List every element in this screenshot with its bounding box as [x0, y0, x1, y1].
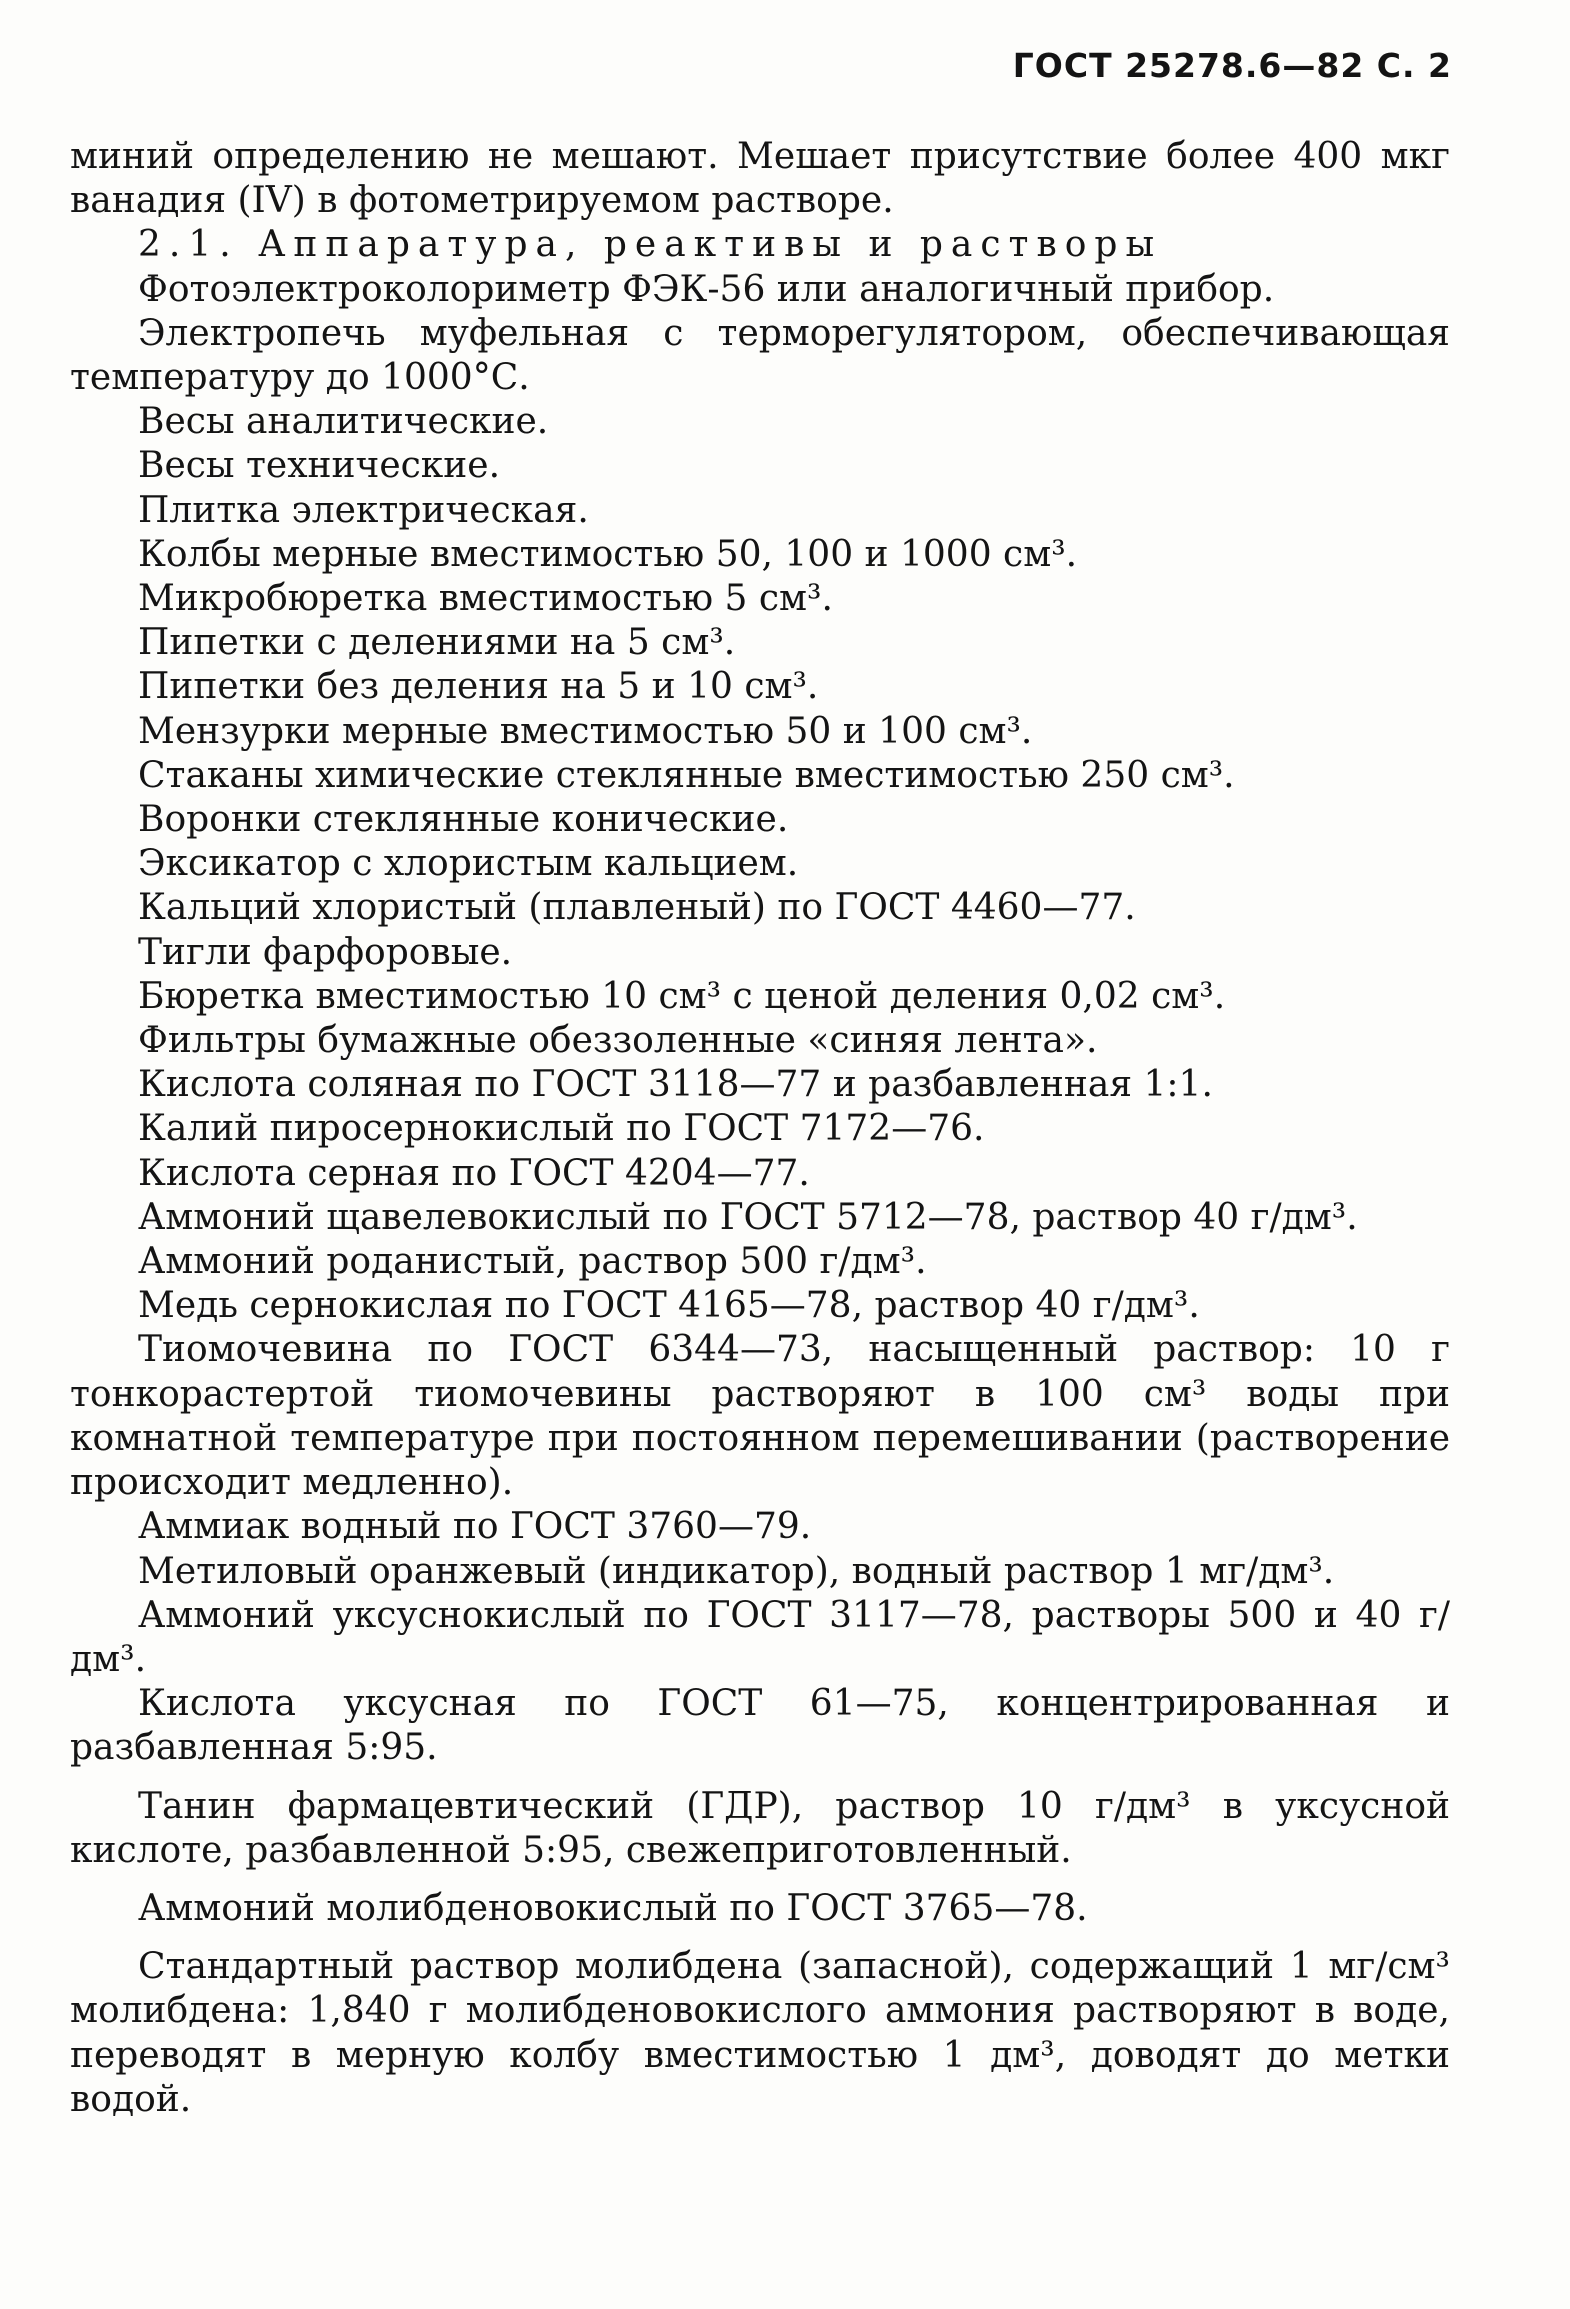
list-item: Танин фармацевтический (ГДР), раствор 10 г/дм³ в уксусной кислоте, разбавленной 5:95, свежеприготовленный. — [70, 1785, 1450, 1871]
body-text — [70, 135, 1450, 2122]
list-item: Микробюретка вместимостью 5 см³. — [138, 578, 833, 620]
list-item: Колбы мерные вместимостью 50, 100 и 1000 см³. — [138, 533, 1078, 575]
list-item: Фильтры бумажные обеззоленные «синяя лента». — [138, 1020, 1098, 1062]
list-item: Фотоэлектроколориметр ФЭК-56 или аналогичный прибор. — [138, 268, 1275, 310]
list-item: Медь сернокислая по ГОСТ 4165—78, раствор 40 г/дм³. — [138, 1285, 1200, 1327]
list-item: Кальций хлористый (плавленый) по ГОСТ 4460—77. — [138, 887, 1136, 929]
list-item: Тиомочевина по ГОСТ 6344—73, насыщенный раствор: 10 г тонкорастертой тиомочевины растворяют в 100 см³ воды при комнатной температуре при постоянном перемешивании (растворение происходит медленно). — [70, 1329, 1450, 1504]
list-item: Весы аналитические. — [138, 401, 549, 443]
list-item: Кислота серная по ГОСТ 4204—77. — [138, 1152, 810, 1194]
list-item: Аммоний уксуснокислый по ГОСТ 3117—78, растворы 500 и 40 г/дм³. — [70, 1594, 1450, 1680]
list-item: Электропечь муфельная с терморегулятором, обеспечивающая температуру до 1000°С. — [70, 312, 1450, 399]
paragraph-continuation: миний определению не мешают. Мешает присутствие более 400 мкг ванадия (IV) в фотометрируемом растворе. — [70, 136, 1450, 222]
list-item: Плитка электрическая. — [138, 489, 589, 531]
list-item: Пипетки без деления на 5 и 10 см³. — [138, 666, 819, 708]
list-item: Кислота уксусная по ГОСТ 61—75, концентрированная и разбавленная 5:95. — [70, 1683, 1450, 1769]
list-item: Эксикатор с хлористым кальцием. — [138, 843, 799, 885]
list-item: Мензурки мерные вместимостью 50 и 100 см³. — [138, 710, 1033, 752]
list-item: Пипетки с делениями на 5 см³. — [138, 622, 736, 664]
list-item: Тигли фарфоровые. — [138, 931, 513, 973]
list-item: Аммиак водный по ГОСТ 3760—79. — [138, 1506, 812, 1548]
list-item: Воронки стеклянные конические. — [138, 799, 789, 841]
list-item: Метиловый оранжевый (индикатор), водный раствор 1 мг/дм³. — [138, 1550, 1335, 1592]
list-item: Аммоний роданистый, раствор 500 г/дм³. — [138, 1241, 927, 1283]
page-header: ГОСТ 25278.6—82 С. 2 — [1012, 46, 1452, 85]
list-item: Аммоний молибденовокислый по ГОСТ 3765—78. — [138, 1887, 1088, 1929]
list-item: Бюретка вместимостью 10 см³ с ценой деления 0,02 см³. — [138, 975, 1226, 1017]
list-item: Кислота соляная по ГОСТ 3118—77 и разбавленная 1:1. — [138, 1064, 1213, 1106]
list-item: Калий пиросернокислый по ГОСТ 7172—76. — [138, 1108, 985, 1150]
list-item: Весы технические. — [138, 445, 501, 487]
list-item: Стандартный раствор молибдена (запасной), содержащий 1 мг/см³ молибдена: 1,840 г молибденовокислого аммония растворяют в воде, переводят в мерную колбу вместимостью 1 дм³, доводят до метки водой. — [70, 1946, 1450, 2120]
section-heading: 2.1. Аппаратура, реактивы и растворы — [138, 224, 1163, 266]
list-item: Аммоний щавелевокислый по ГОСТ 5712—78, раствор 40 г/дм³. — [138, 1196, 1358, 1238]
list-item: Стаканы химические стеклянные вместимостью 250 см³. — [138, 754, 1235, 796]
